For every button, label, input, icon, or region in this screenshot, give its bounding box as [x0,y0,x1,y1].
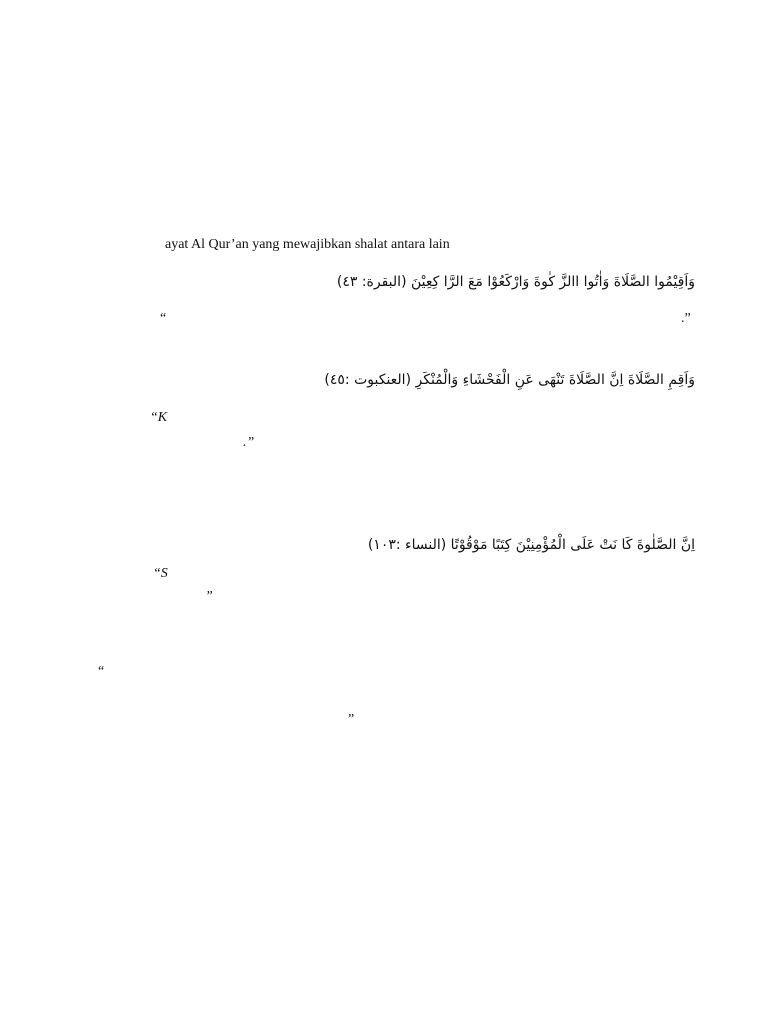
verse-2-translation-close-quote: .” [243,435,255,450]
verse-2-translation-open-quote: “K [150,410,168,425]
verse-3-translation-close-quote: ” [205,589,213,604]
verse-3-arabic: اِنَّ الصَّلٰوةَ كَا نَتْ عَلَى الْمُؤْمِنِيْنَ كِتَبًا مَوْقُوْتًا (النساء :١٠٣) [367,537,695,553]
quote-4-close: ” [348,712,355,727]
verse-1-arabic: وَاَقِيْمُوا الصَّلَاةَ وَاٰتُوا االزَّ كٰوةَ وَارْكَعُوْا مَعَ الرَّا كِعِيْنَ (البقرة: ٤٣) [336,274,695,290]
verse-1-translation-close-quote: .” [681,311,691,326]
verse-2-arabic: وَاَقِمِ الصَّلَاةَ اِنَّ الصَّلَاةَ تَنْهَى عَنِ الْفَحْشَاءِ وَالْمُنْكَرِ (العنكبوت :٤٥) [324,372,695,388]
intro-line: ayat Al Qur’an yang mewajibkan shalat antara lain [165,237,450,252]
quote-4-open: “ [98,664,105,679]
verse-1-translation-open-quote: “ [160,311,167,326]
verse-3-translation-open-quote: “S [153,566,168,581]
